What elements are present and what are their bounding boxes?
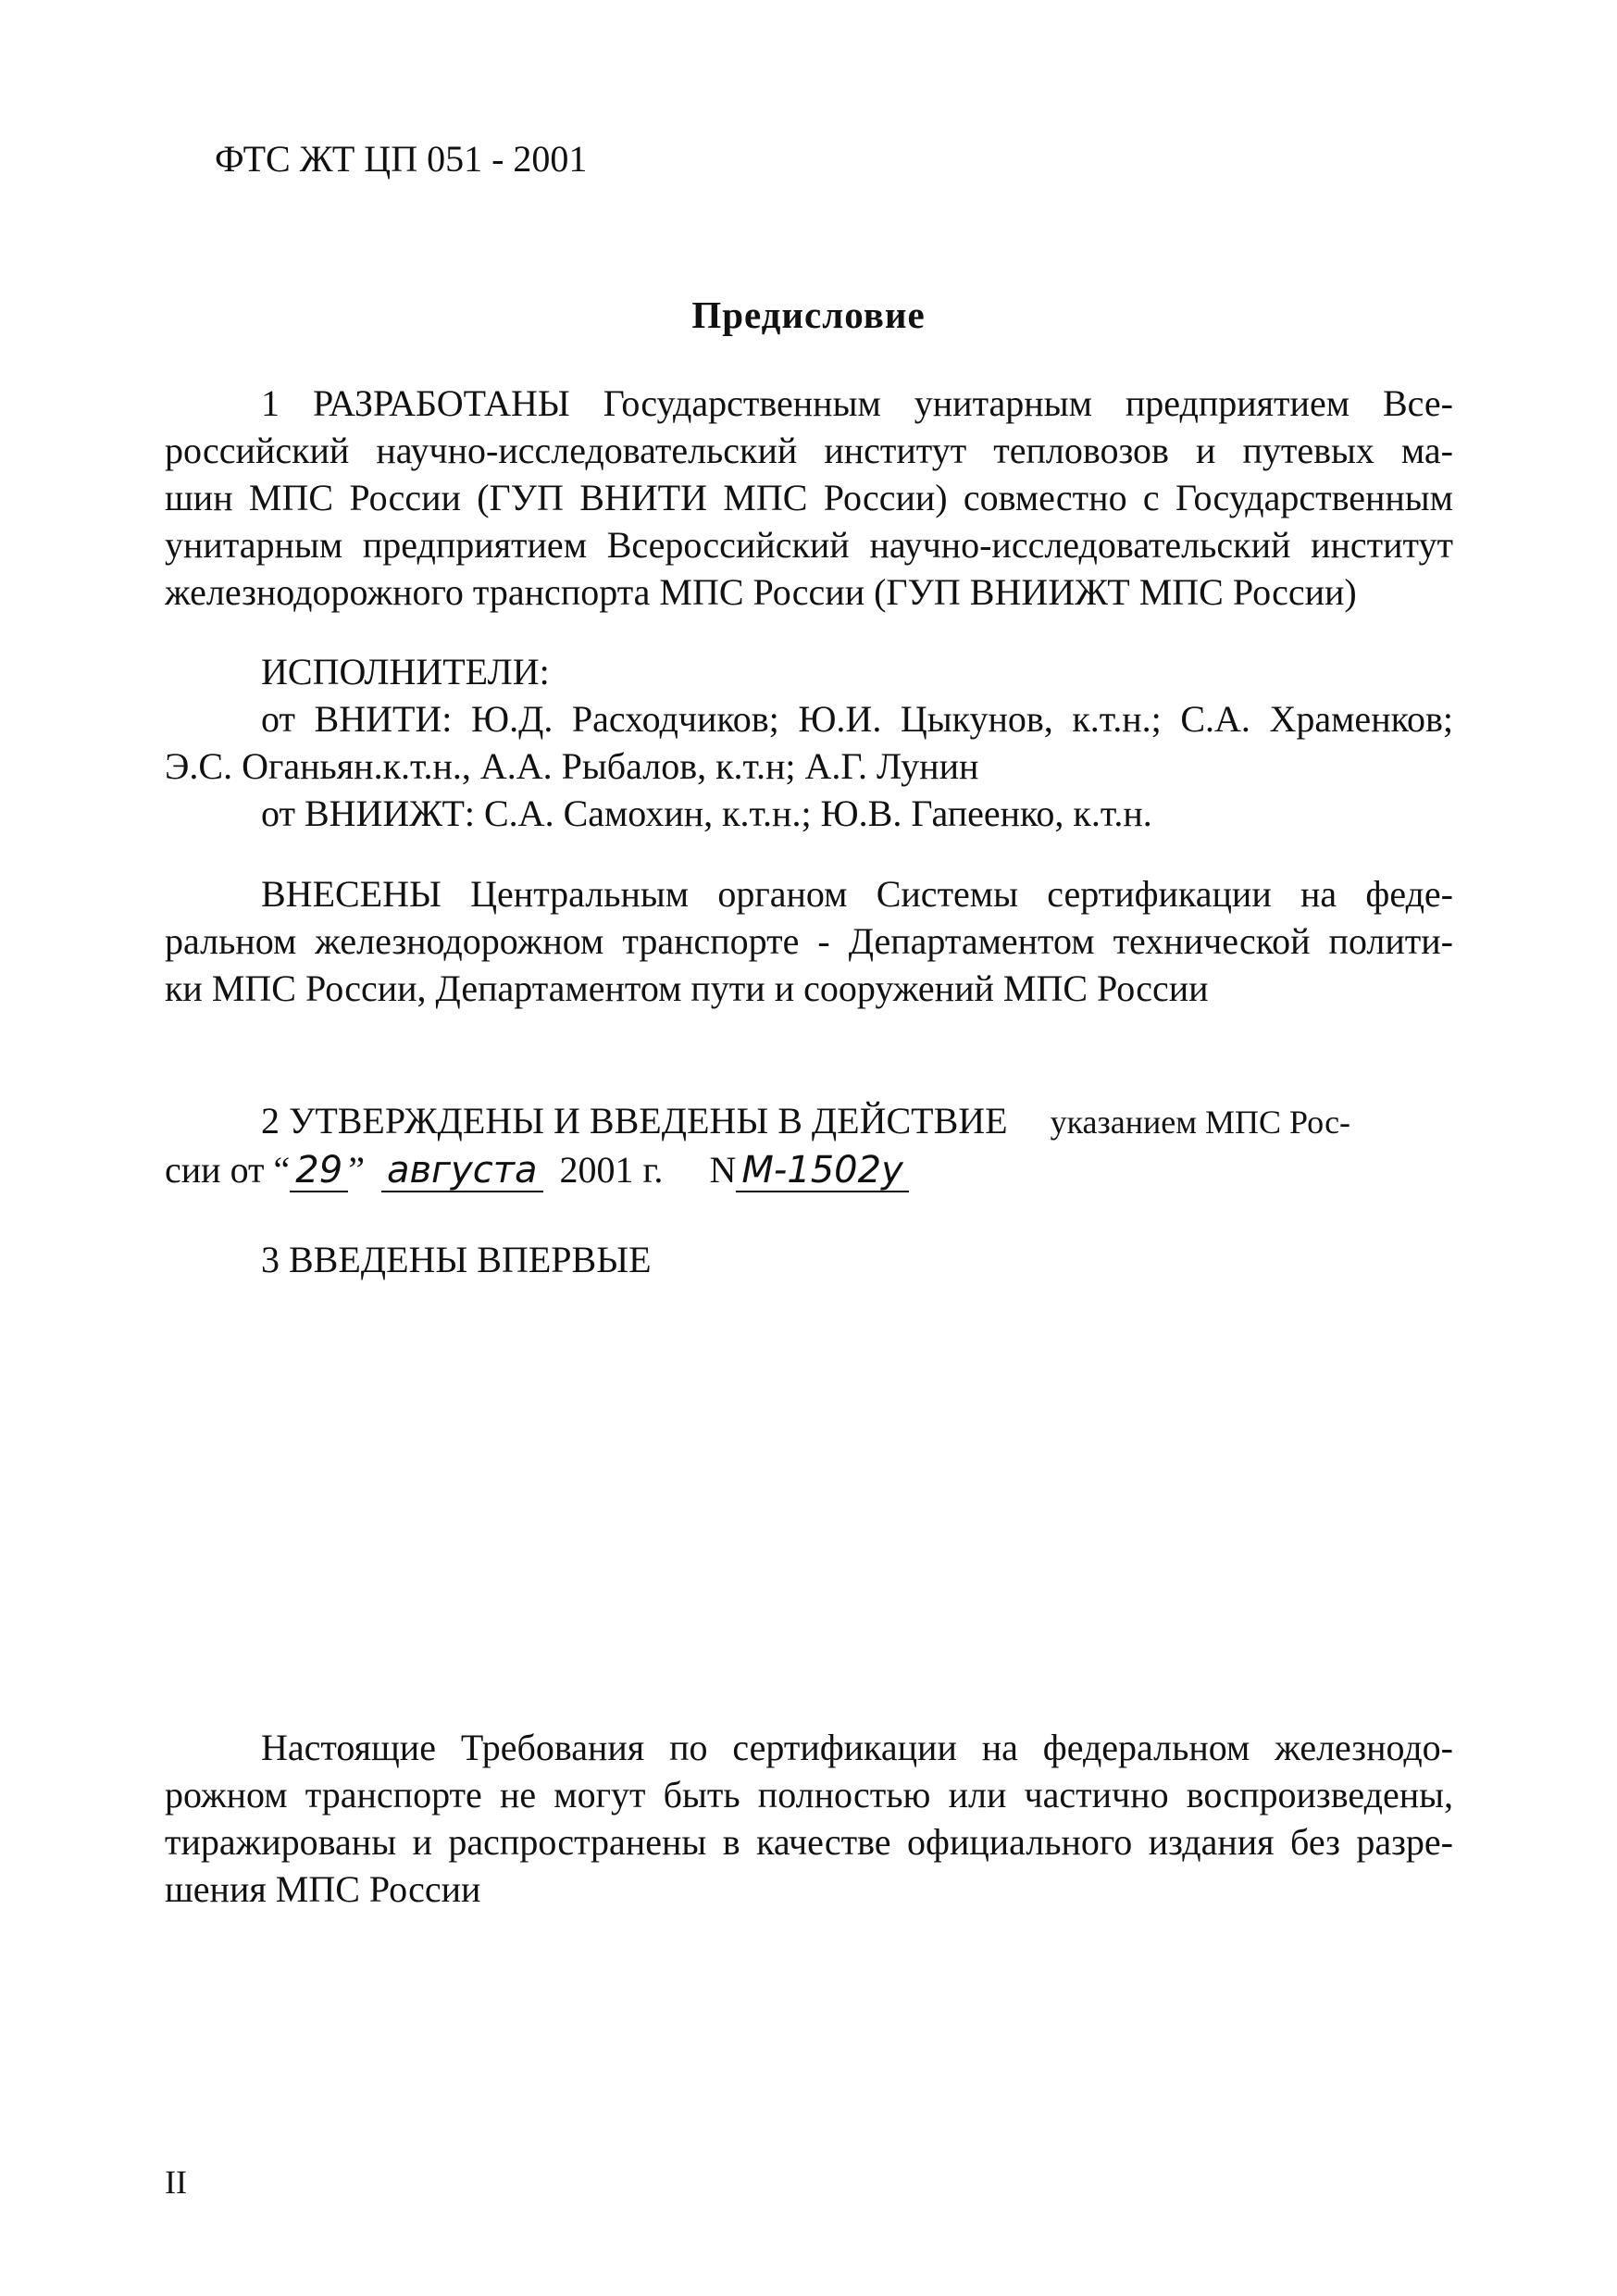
approved-year: 2001 г. <box>559 1149 664 1191</box>
section-executors <box>165 648 1453 837</box>
introduced-line: ки МПС России, Департаментом пути и сооружений МПС России <box>165 967 1209 1009</box>
handwritten-number: М-1502у <box>736 1150 908 1192</box>
executors-line: от ВНИИЖТ: С.А. Самохин, к.т.н.; Ю.В. Гапеенко, к.т.н. <box>261 792 1152 834</box>
notice-line: шения МПС России <box>165 1868 481 1910</box>
executors-heading: ИСПОЛНИТЕЛИ: <box>261 651 550 693</box>
section-developed-line: шин МПС России (ГУП ВНИТИ МПС России) совместно с Государственным <box>165 477 1453 518</box>
introduced-line: ВНЕСЕНЫ Центральным органом Системы сертификации на феде- <box>261 873 1453 915</box>
section-introduced <box>165 870 1453 1012</box>
quote-close: ” <box>348 1149 365 1191</box>
introduced-line: ральном железнодорожном транспорте - Департаментом технической полити- <box>165 920 1453 962</box>
section-approved <box>165 1097 1453 1193</box>
section-developed-line: железнодорожного транспорта МПС России (ГУП ВНИИЖТ МПС России) <box>165 571 1357 613</box>
first-introduced-text: 3 ВВЕДЕНЫ ВПЕРВЫЕ <box>261 1239 652 1280</box>
executors-line: Э.С. Оганьян.к.т.н., А.А. Рыбалов, к.т.н; А.Г. Лунин <box>165 745 979 787</box>
handwritten-day: 29 <box>290 1150 348 1192</box>
notice-line: Настоящие Требования по сертификации на федеральном железнодо- <box>261 1727 1453 1768</box>
notice-line: рожном транспорте не могут быть полностью или частично воспроизведены, <box>165 1774 1453 1816</box>
executors-line: от ВНИТИ: Ю.Д. Расходчиков; Ю.И. Цыкунов, к.т.н.; С.А. Храменков; <box>261 698 1453 740</box>
page-number: II <box>165 2164 187 2201</box>
document-code: ФТС ЖТ ЦП 051 - 2001 <box>215 138 588 180</box>
approved-line-1 <box>165 1097 1453 1146</box>
section-developed-line: российский научно-исследовательский институт тепловозов и путевых ма- <box>165 430 1453 471</box>
approved-main-text: 2 УТВЕРЖДЕНЫ И ВВЕДЕНЫ В ДЕЙСТВИЕ <box>261 1100 1008 1142</box>
number-label: N <box>709 1149 737 1191</box>
section-developed <box>165 380 1453 616</box>
approved-line-2 <box>165 1146 1453 1193</box>
notice-line: тиражированы и распространены в качестве официального издания без разре- <box>165 1821 1453 1863</box>
approved-prefix: сии от “ <box>165 1149 291 1191</box>
section-developed-line: унитарным предприятием Всероссийский научно-исследовательский институт <box>165 524 1453 566</box>
page-title: Предисловие <box>691 293 926 336</box>
handwritten-month: августа <box>381 1150 543 1192</box>
approved-tail-text: указанием МПС Рос- <box>1050 1104 1351 1141</box>
section-developed-line: 1 РАЗРАБОТАНЫ Государственным унитарным предприятием Все- <box>261 382 1453 424</box>
copyright-notice <box>165 1724 1453 1913</box>
section-first-introduced <box>165 1236 1453 1283</box>
